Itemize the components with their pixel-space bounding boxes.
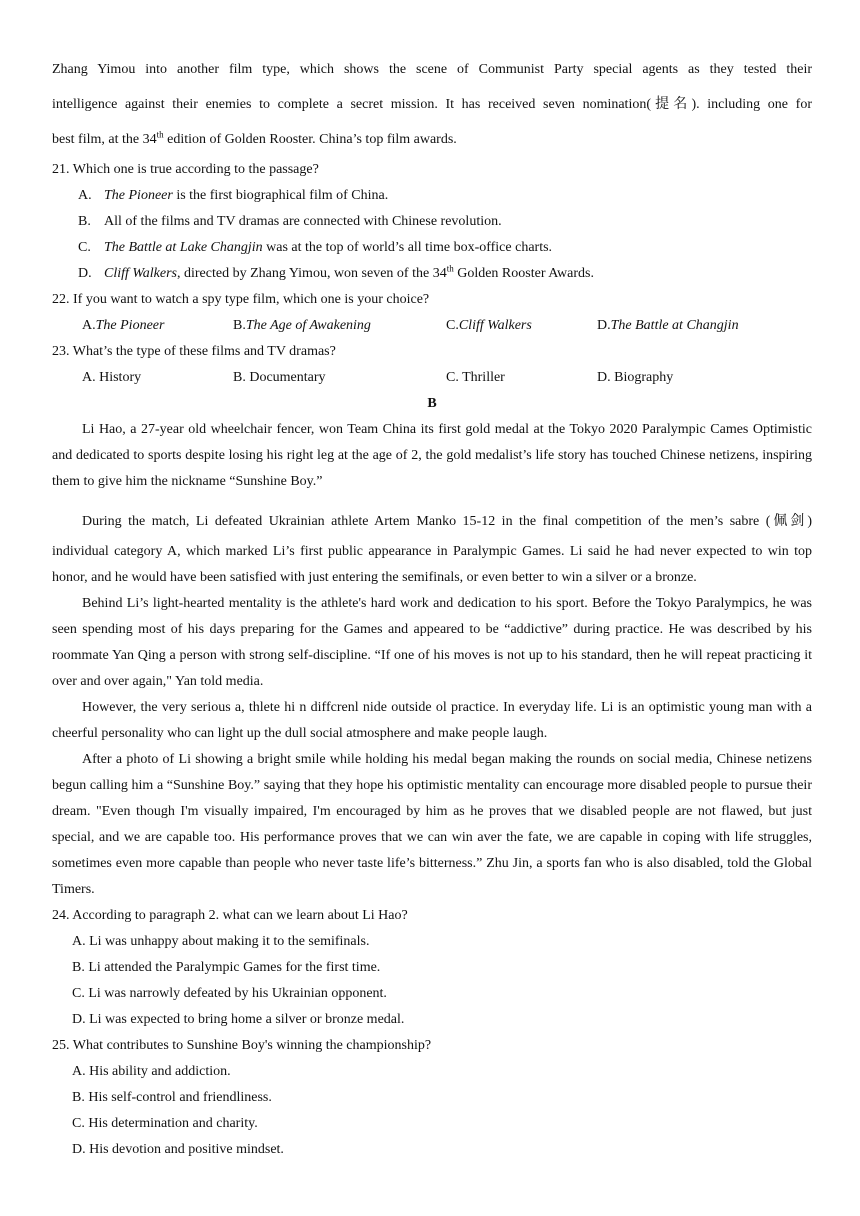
question-21-option-a[interactable]: A. The Pioneer is the first biographical film of China. bbox=[78, 188, 389, 203]
question-23-stem: 23. What’s the type of these films and TV dramas? bbox=[52, 344, 336, 359]
passage-a-line-2: intelligence against their enemies to complete a secret mission. It has received seven nomination(提名). including one for bbox=[52, 97, 812, 112]
question-25-option-c[interactable]: C. His determination and charity. bbox=[72, 1116, 258, 1131]
question-24 bbox=[52, 903, 812, 1033]
question-24-option-d[interactable]: D. Li was expected to bring home a silver or bronze medal. bbox=[72, 1012, 405, 1027]
question-23 bbox=[52, 339, 812, 391]
question-24-option-a[interactable]: A. Li was unhappy about making it to the semifinals. bbox=[72, 934, 370, 949]
passage-b-paragraph-4: However, the very serious a, thlete hi n diffcrenl nide outside ol practice. In everyday life. Li is an optimistic young man with a cheerful personality who can light up the dull social atmosphere and make people laugh. bbox=[52, 700, 812, 741]
question-21-option-c[interactable]: C. The Battle at Lake Changjin was at the top of world’s all time box-office charts. bbox=[78, 240, 553, 255]
question-24-stem: 24. According to paragraph 2. what can we learn about Li Hao? bbox=[52, 908, 408, 923]
question-21-option-d[interactable]: D. Cliff Walkers, directed by Zhang Yimou, won seven of the 34th Golden Rooster Awards. bbox=[78, 263, 594, 281]
question-22-option-c[interactable]: C.Cliff Walkers bbox=[446, 318, 532, 333]
question-21-option-b[interactable]: B. All of the films and TV dramas are connected with Chinese revolution. bbox=[78, 214, 502, 229]
passage-a-line-3: best film, at the 34th edition of Golden Rooster. China’s top film awards. bbox=[52, 129, 457, 147]
question-23-option-b[interactable]: B. Documentary bbox=[233, 370, 326, 385]
passage-b-paragraph-2-line-1: During the match, Li defeated Ukrainian athlete Artem Manko 15-12 in the final competition of the men’s sabre (佩剑) bbox=[82, 514, 812, 529]
question-22 bbox=[52, 287, 812, 339]
passage-b-paragraph-1: Li Hao, a 27-year old wheelchair fencer, won Team China its first gold medal at the Tokyo 2020 Paralympic Cames Optimistic and dedicated to sports despite losing his right leg at the age of 2, the gold medalist’s life story has touched Chinese netizens, inspiring them to give him the nickname “Sunshine Boy.” bbox=[52, 422, 812, 489]
question-25-option-a[interactable]: A. His ability and addiction. bbox=[72, 1064, 231, 1079]
question-22-option-b[interactable]: B.The Age of Awakening bbox=[233, 318, 371, 333]
question-21 bbox=[52, 157, 812, 287]
passage-a-line-1: Zhang Yimou into another film type, which shows the scene of Communist Party special agents as they tested their bbox=[52, 62, 812, 77]
document-page bbox=[52, 52, 812, 1163]
section-heading-b: B bbox=[427, 396, 437, 411]
question-24-option-b[interactable]: B. Li attended the Paralympic Games for the first time. bbox=[72, 960, 381, 975]
question-23-option-d[interactable]: D. Biography bbox=[597, 370, 674, 385]
question-21-stem: 21. Which one is true according to the passage? bbox=[52, 162, 319, 177]
passage-b-paragraph-3: Behind Li’s light-hearted mentality is the athlete's hard work and dedication to his sport. Before the Tokyo Paralympics, he was seen spending most of his days preparing for the Games and appeared to be “addictive” during practice. He was described by his roommate Yan Qing a person with strong self-discipline. “If one of his moves is not up to his standard, then he will repeat practicing it over and over again," Yan told media. bbox=[52, 596, 812, 689]
question-22-options bbox=[52, 313, 812, 339]
question-22-option-a[interactable]: A.The Pioneer bbox=[82, 318, 165, 333]
question-22-stem: 22. If you want to watch a spy type film, which one is your choice? bbox=[52, 292, 430, 307]
question-22-option-d[interactable]: D.The Battle at Changjin bbox=[597, 318, 739, 333]
question-24-option-c[interactable]: C. Li was narrowly defeated by his Ukrainian opponent. bbox=[72, 986, 387, 1001]
question-25-option-d[interactable]: D. His devotion and positive mindset. bbox=[72, 1142, 284, 1157]
passage-b bbox=[52, 417, 812, 903]
passage-b-paragraph-2-rest: individual category A, which marked Li’s first public appearance in Paralympic Games. Li said he had never expected to win top honor, and he would have been satisfied with just entering the semifinals, or even better to win a silver or a bronze. bbox=[52, 544, 812, 585]
question-23-options bbox=[52, 365, 812, 391]
question-25-stem: 25. What contributes to Sunshine Boy's winning the championship? bbox=[52, 1038, 432, 1053]
passage-b-paragraph-5: After a photo of Li showing a bright smile while holding his medal began making the rounds on social media, Chinese netizens begun calling him a “Sunshine Boy.” saying that they hope his optimistic mentality can encourage more disabled people to pursue their dream. "Even though I'm visually impaired, I'm encouraged by him as he proves that we disabled people are not flawed, but just special, and we are capable too. His performance proves that we can win aver the fate, we are capable in coping with life struggles, sometimes even more capable than people who never taste life’s bitterness.” Zhu Jin, a sports fan who is also disabled, told the Global Timers. bbox=[52, 752, 812, 897]
question-23-option-c[interactable]: C. Thriller bbox=[446, 370, 505, 385]
question-25 bbox=[52, 1033, 812, 1163]
passage-a-ending bbox=[52, 52, 812, 157]
question-23-option-a[interactable]: A. History bbox=[82, 370, 142, 385]
question-25-option-b[interactable]: B. His self-control and friendliness. bbox=[72, 1090, 272, 1105]
